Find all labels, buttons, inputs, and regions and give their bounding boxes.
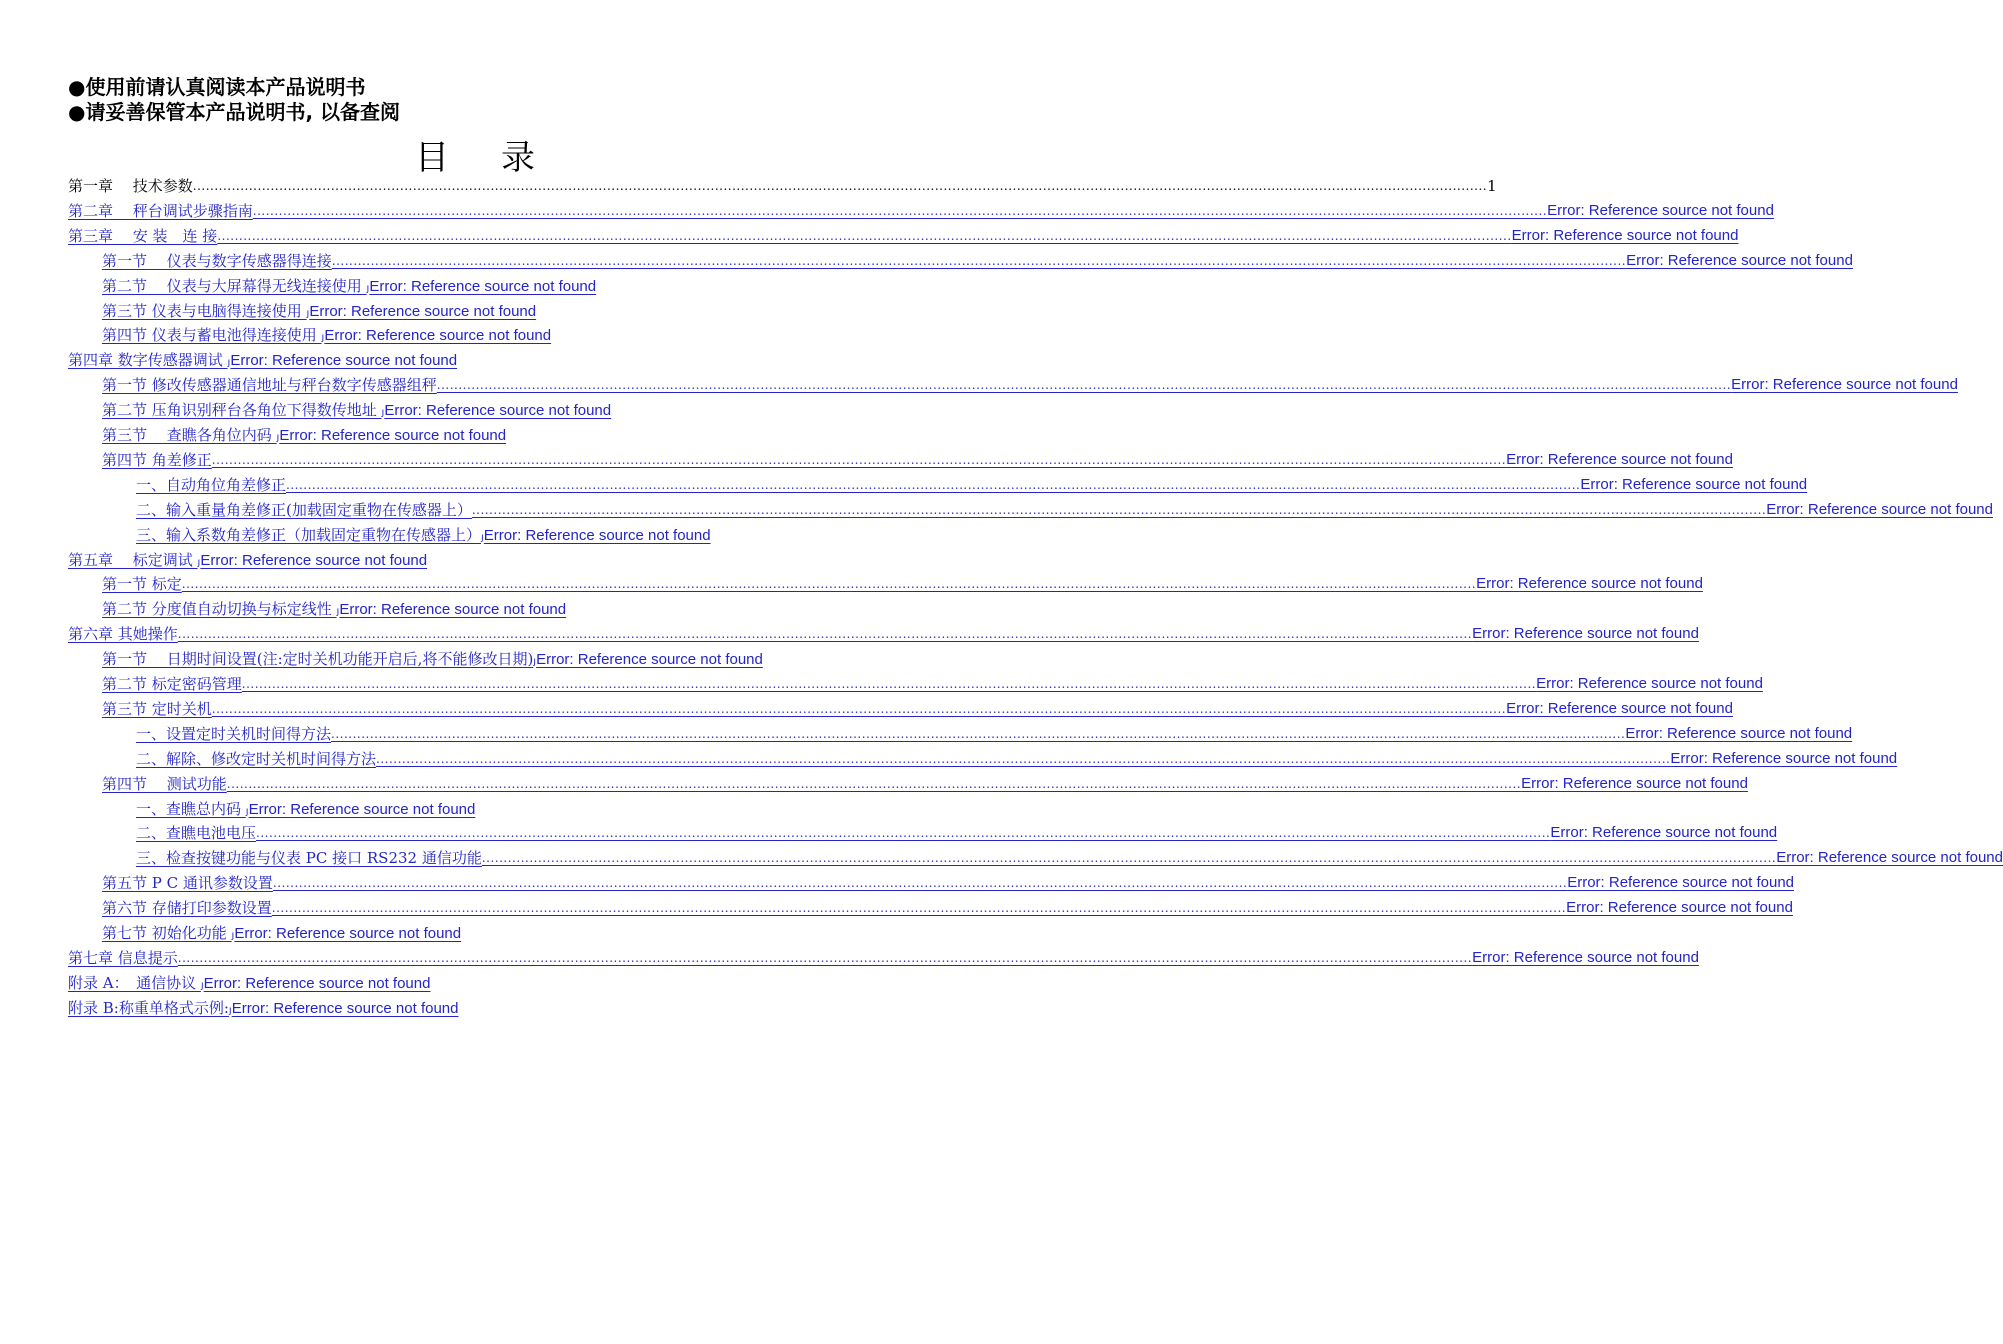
toc-dot-leader: ............................................................................................................................................................................................................................................................................................................	[177, 951, 1473, 965]
toc-entry-label: 第六节 存储打印参数设置	[102, 899, 272, 917]
toc-entry-label: 第三节 定时关机	[102, 700, 212, 718]
toc-entry-label: 第五节 P C 通讯参数设置	[102, 874, 273, 892]
toc-page-ref: Error: Reference source not found	[384, 402, 612, 419]
toc-page-ref: Error: Reference source not found	[1521, 775, 1748, 792]
toc-title-char-2: 录	[501, 138, 535, 178]
toc-entry[interactable]	[68, 972, 430, 994]
toc-entry[interactable]	[102, 374, 1958, 396]
toc-entry-label: 第六章 其她操作	[68, 625, 178, 643]
toc-entry-label: 第二章 秤台调试步骤指南	[68, 202, 253, 220]
toc-dot-leader: ............................................................................................................................................................................................................................................................................................................	[256, 826, 1551, 840]
toc-tab-mark: ȷ	[197, 557, 201, 568]
toc-page-ref: Error: Reference source not found	[1626, 252, 1853, 269]
toc-page-ref: Error: Reference source not found	[1472, 625, 1699, 642]
toc-page-ref: Error: Reference source not found	[324, 327, 552, 344]
toc-page-ref: 1	[1487, 177, 1497, 195]
toc-dot-leader: ............................................................................................................................................................................................................................................................................................................	[331, 254, 1627, 268]
toc-entry[interactable]	[102, 449, 1733, 471]
toc-entry[interactable]	[102, 673, 1763, 695]
toc-entry-label: 一、查瞧总内码	[136, 800, 246, 818]
toc-page-ref: Error: Reference source not found	[1506, 700, 1733, 717]
toc-entry-label: 二、查瞧电池电压	[136, 824, 257, 842]
toc-dot-leader: ............................................................................................................................................................................................................................................................................................................	[331, 727, 1626, 741]
toc-entry-label: 附录 B:称重单格式示例:	[68, 999, 229, 1017]
notice-keep-manual: ●请妥善保管本产品说明书, 以备查阅	[68, 100, 401, 124]
toc-page-ref: Error: Reference source not found	[279, 427, 507, 444]
toc-entry[interactable]	[68, 947, 1699, 969]
toc-entry-label: 二、解除、修改定时关机时间得方法	[136, 750, 377, 768]
toc-entry-label: 三、输入系数角差修正（加载固定重物在传感器上）	[136, 526, 482, 544]
toc-tab-mark: ȷ	[306, 308, 310, 319]
toc-entry-label: 第七章 信息提示	[68, 949, 178, 967]
toc-entry[interactable]	[136, 822, 1778, 844]
toc-title	[0, 130, 950, 179]
toc-entry-label: 第一节 修改传感器通信地址与秤台数字传感器组秤	[102, 376, 437, 394]
toc-entry[interactable]	[136, 723, 1853, 745]
toc-entry[interactable]	[68, 225, 1739, 247]
toc-tab-mark: ȷ	[231, 930, 235, 941]
toc-entry[interactable]	[136, 524, 711, 546]
toc-dot-leader: ............................................................................................................................................................................................................................................................................................................	[376, 752, 1671, 766]
toc-entry-label: 第一节 标定	[102, 575, 182, 593]
toc-entry[interactable]	[102, 250, 1853, 272]
toc-entry[interactable]	[102, 897, 1793, 919]
toc-dot-leader: ............................................................................................................................................................................................................................................................................................................	[471, 503, 1767, 517]
toc-entry-label: 第三章 安 装 连 接	[68, 227, 218, 245]
toc-entry	[68, 175, 1497, 197]
toc-entry-label: 第四章 数字传感器调试	[68, 351, 228, 369]
toc-dot-leader: ............................................................................................................................................................................................................................................................................................................	[241, 677, 1537, 691]
toc-entry-label: 第四节 角差修正	[102, 451, 212, 469]
toc-entry[interactable]	[136, 798, 475, 820]
toc-entry-label: 二、输入重量角差修正(加载固定重物在传感器上）	[136, 501, 472, 519]
toc-dot-leader: ............................................................................................................................................................................................................................................................................................................	[481, 851, 1777, 865]
toc-tab-mark: ȷ	[228, 1005, 232, 1016]
toc-dot-leader: ............................................................................................................................................................................................................................................................................................................	[177, 627, 1473, 641]
toc-entry-label: 一、自动角位角差修正	[136, 476, 287, 494]
toc-entry-label: 第二节 压角识别秤台各角位下得数传地址	[102, 401, 382, 419]
toc-entry[interactable]	[68, 549, 427, 571]
toc-page-ref: Error: Reference source not found	[1550, 824, 1778, 841]
toc-page-ref: Error: Reference source not found	[1506, 451, 1733, 468]
toc-tab-mark: ȷ	[321, 332, 325, 343]
toc-title-char-1: 目	[415, 138, 449, 178]
toc-entry[interactable]	[102, 275, 596, 297]
toc-page-ref: Error: Reference source not found	[1536, 675, 1763, 692]
toc-entry-label: 第五章 标定调试	[68, 551, 198, 569]
toc-dot-leader: ............................................................................................................................................................................................................................................................................................................	[286, 478, 1581, 492]
toc-tab-mark: ȷ	[336, 606, 340, 617]
toc-entry[interactable]	[102, 573, 1703, 595]
toc-entry[interactable]	[102, 872, 1795, 894]
notice-read-manual: ●使用前请认真阅读本产品说明书	[68, 75, 366, 99]
toc-dot-leader: ............................................................................................................................................................................................................................................................................................................	[211, 453, 1507, 467]
toc-page-ref: Error: Reference source not found	[234, 925, 462, 942]
toc-entry[interactable]	[136, 474, 1808, 496]
toc-entry[interactable]	[136, 847, 2003, 869]
toc-entry-label: 三、检查按键功能与仪表 PC 接口 RS232 通信功能	[136, 849, 482, 867]
toc-entry[interactable]	[102, 922, 461, 944]
toc-tab-mark: ȷ	[276, 432, 280, 443]
toc-page-ref: Error: Reference source not found	[203, 975, 431, 992]
toc-dot-leader: ............................................................................................................................................................................................................................................................................................................	[217, 229, 1512, 243]
toc-dot-leader: ............................................................................................................................................................................................................................................................................................................	[192, 179, 1488, 193]
toc-page-ref: Error: Reference source not found	[1776, 849, 2003, 866]
toc-tab-mark: ȷ	[481, 532, 484, 543]
toc-entry-label: 第一节 日期时间设置(注:定时关机功能开启后,将不能修改日期)	[102, 650, 534, 668]
toc-entry[interactable]	[102, 300, 536, 322]
toc-dot-leader: ............................................................................................................................................................................................................................................................................................................	[181, 577, 1477, 591]
toc-page-ref: Error: Reference source not found	[1511, 227, 1739, 244]
toc-entry[interactable]	[68, 200, 1774, 222]
toc-page-ref: Error: Reference source not found	[231, 1000, 459, 1017]
toc-entry-label: 第二节 分度值自动切换与标定线性	[102, 600, 337, 618]
toc-dot-leader: ............................................................................................................................................................................................................................................................................................................	[211, 702, 1507, 716]
toc-entry[interactable]	[102, 424, 506, 446]
toc-page-ref: Error: Reference source not found	[1476, 575, 1703, 592]
toc-page-ref: Error: Reference source not found	[1580, 476, 1808, 493]
toc-tab-mark: ȷ	[245, 806, 249, 817]
toc-page-ref: Error: Reference source not found	[1547, 202, 1774, 219]
toc-entry-label: 附录 A： 通信协议	[68, 974, 201, 992]
toc-entry[interactable]	[102, 648, 763, 670]
toc-page-ref: Error: Reference source not found	[230, 352, 458, 369]
toc-page-ref: Error: Reference source not found	[339, 601, 567, 618]
toc-entry-label: 一、设置定时关机时间得方法	[136, 725, 332, 743]
toc-entry[interactable]	[102, 698, 1733, 720]
toc-page-ref: Error: Reference source not found	[309, 303, 537, 320]
toc-entry-label: 第七节 初始化功能	[102, 924, 232, 942]
toc-entry[interactable]	[102, 773, 1748, 795]
toc-entry-label: 第三节 仪表与电脑得连接使用	[102, 302, 307, 320]
toc-page-ref: Error: Reference source not found	[483, 527, 711, 544]
toc-tab-mark: ȷ	[200, 980, 204, 991]
toc-entry[interactable]	[68, 623, 1699, 645]
toc-page-ref: Error: Reference source not found	[1567, 874, 1795, 891]
toc-entry-label: 第二节 仪表与大屏幕得无线连接使用	[102, 277, 367, 295]
toc-page-ref: Error: Reference source not found	[1472, 949, 1699, 966]
toc-dot-leader: ............................................................................................................................................................................................................................................................................................................	[226, 777, 1522, 791]
toc-entry[interactable]	[102, 399, 611, 421]
toc-page-ref: Error: Reference source not found	[200, 552, 428, 569]
toc-dot-leader: ............................................................................................................................................................................................................................................................................................................	[252, 204, 1548, 218]
toc-entry[interactable]	[136, 499, 1993, 521]
toc-page-ref: Error: Reference source not found	[1625, 725, 1853, 742]
toc-dot-leader: ............................................................................................................................................................................................................................................................................................................	[271, 901, 1567, 915]
toc-tab-mark: ȷ	[366, 283, 370, 294]
toc-entry-label: 第四节 测试功能	[102, 775, 227, 793]
toc-entry-label: 第一节 仪表与数字传感器得连接	[102, 252, 332, 270]
toc-page-ref: Error: Reference source not found	[369, 278, 597, 295]
toc-entry[interactable]	[102, 598, 566, 620]
toc-page-ref: Error: Reference source not found	[1670, 750, 1898, 767]
toc-entry-label: 第一章 技术参数	[68, 177, 193, 195]
toc-dot-leader: ............................................................................................................................................................................................................................................................................................................	[272, 876, 1568, 890]
toc-page-ref: Error: Reference source not found	[248, 801, 476, 818]
toc-page-ref: Error: Reference source not found	[1731, 376, 1958, 393]
toc-dot-leader: ............................................................................................................................................................................................................................................................................................................	[436, 378, 1732, 392]
toc-tab-mark: ȷ	[533, 656, 537, 667]
toc-tab-mark: ȷ	[227, 357, 231, 368]
toc-entry[interactable]	[68, 997, 458, 1019]
toc-entry[interactable]	[68, 349, 457, 371]
toc-entry[interactable]	[102, 324, 551, 346]
toc-tab-mark: ȷ	[381, 407, 385, 418]
toc-entry-label: 第三节 查瞧各角位内码	[102, 426, 277, 444]
toc-entry-label: 第二节 标定密码管理	[102, 675, 242, 693]
toc-entry[interactable]	[136, 748, 1898, 770]
toc-entry-label: 第四节 仪表与蓄电池得连接使用	[102, 326, 322, 344]
toc-page-ref: Error: Reference source not found	[536, 651, 763, 668]
toc-page-ref: Error: Reference source not found	[1566, 899, 1793, 916]
toc-page-ref: Error: Reference source not found	[1766, 501, 1993, 518]
